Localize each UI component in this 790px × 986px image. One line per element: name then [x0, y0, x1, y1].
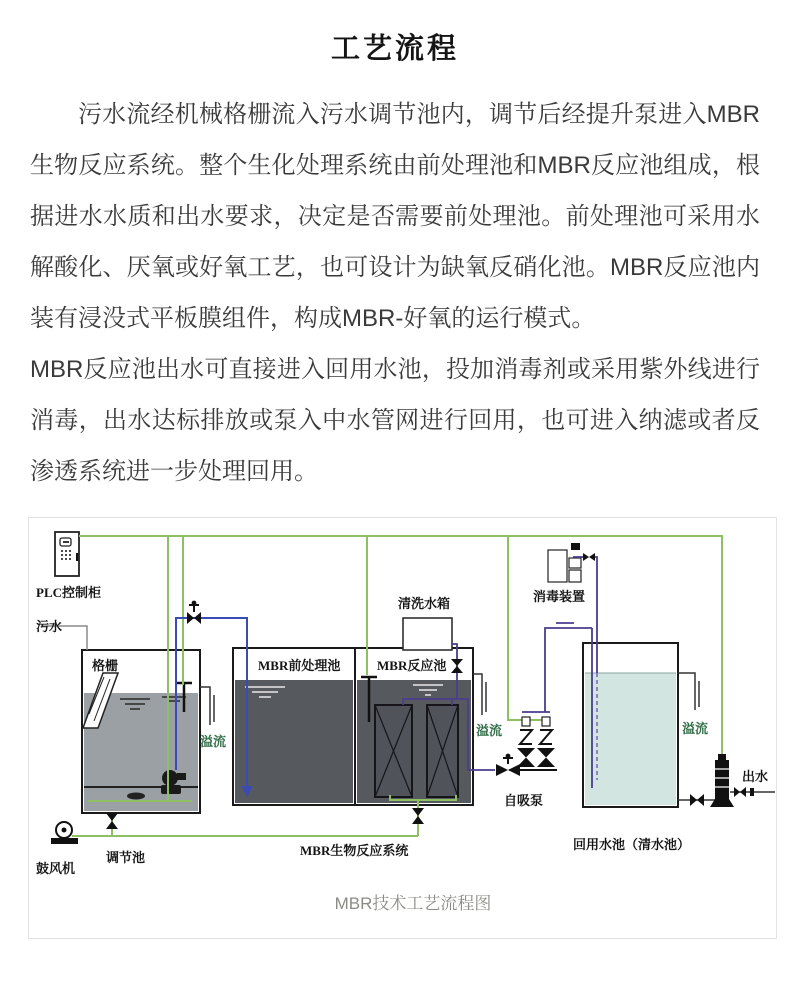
paragraph-2: MBR反应池出水可直接进入回用水池，投加消毒剂或采用紫外线进行消毒，出水达标排放或泵入中水管网进行回用，也可进入纳滤或者反渗透系统进一步处理回用。 [30, 356, 760, 485]
label-screen: 格栅 [92, 658, 119, 673]
label-overflow-1: 溢流 [200, 734, 227, 749]
label-self-priming-pump: 自吸泵 [504, 793, 544, 808]
paragraph-1: 污水流经机械格栅流入污水调节池内，调节后经提升泵进入MBR生物反应系统。整个生化处理系统由前处理池和MBR反应池组成，根据进水水质和出水要求，决定是否需要前处理池。前处理池可采用水解酸化、厌氧或好氧工艺，也可设计为缺氧反硝化池。MBR反应池内装有浸没式平板膜组件，构成MBR-好氧的运行模式。 [30, 101, 760, 332]
diffuser-disc [127, 793, 145, 800]
label-pretreatment-tank: MBR前处理池 [258, 658, 341, 673]
label-disinfection-device: 消毒装置 [533, 589, 586, 604]
label-outlet-water: 出水 [742, 769, 769, 784]
process-flow-diagram [28, 517, 778, 941]
label-blower: 鼓风机 [36, 861, 76, 876]
process-flow-figure [28, 517, 790, 946]
reuse-tank-water [585, 673, 676, 805]
label-sewage: 污水 [36, 619, 63, 634]
label-mbr-bio-system: MBR生物反应系统 [300, 843, 409, 858]
label-overflow-3: 溢流 [682, 721, 709, 736]
diagram-caption: MBR技术工艺流程图 [334, 894, 492, 913]
article [0, 26, 790, 497]
label-reuse-tank: 回用水池（清水池） [573, 837, 691, 852]
cleaning-tank-body [403, 618, 452, 650]
label-regulation-tank: 调节池 [106, 850, 146, 865]
label-overflow-2: 溢流 [476, 723, 503, 738]
label-plc-cabinet: PLC控制柜 [36, 585, 102, 600]
pretreatment-water [235, 680, 353, 803]
label-reaction-tank: MBR反应池 [377, 658, 447, 673]
dosing-pump [571, 543, 580, 550]
label-cleaning-tank: 清洗水箱 [398, 596, 451, 611]
plc-cabinet [55, 532, 79, 576]
page-title: 工艺流程 [330, 33, 459, 65]
